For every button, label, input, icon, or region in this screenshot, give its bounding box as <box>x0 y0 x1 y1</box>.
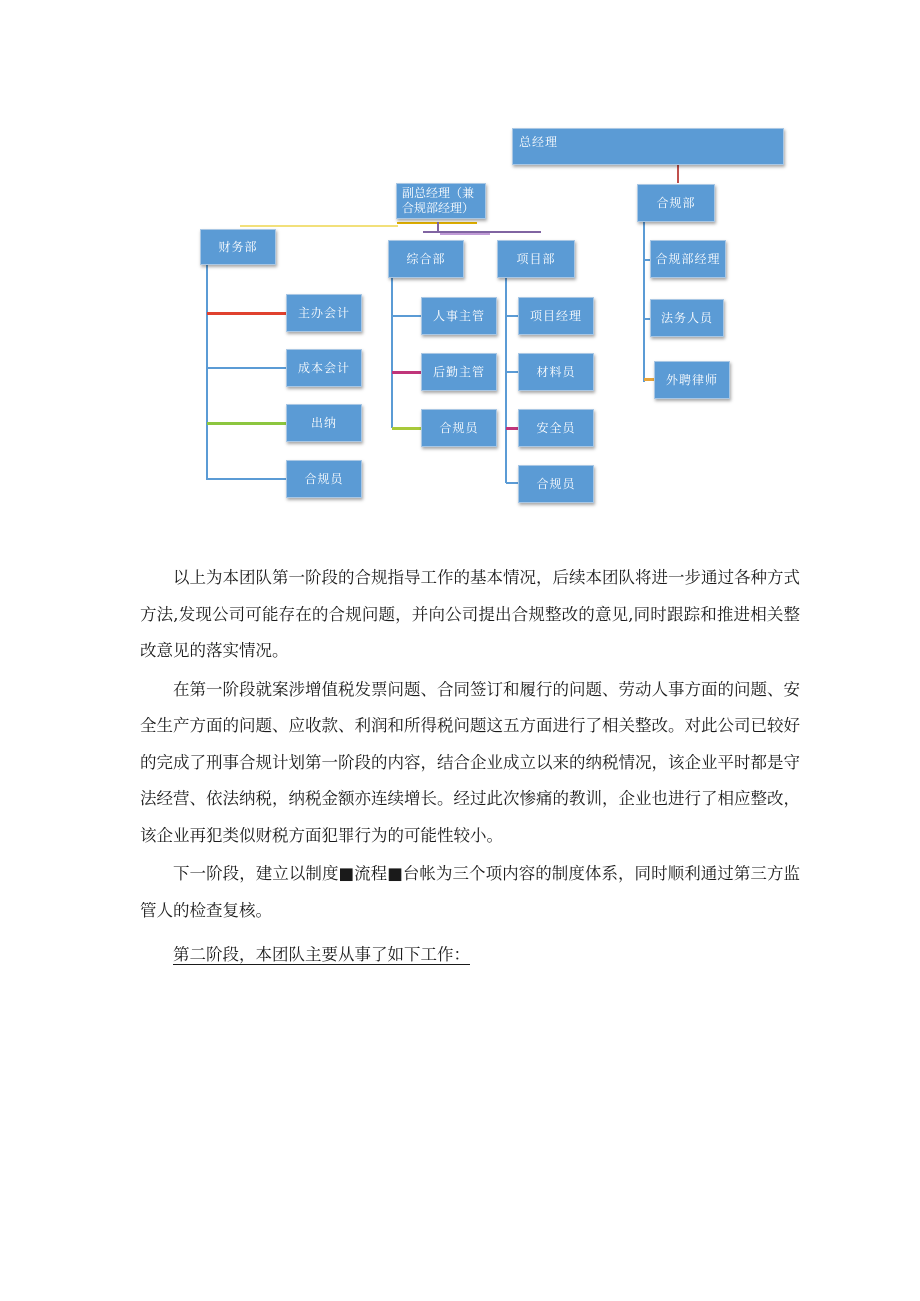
connector-purple-tail <box>440 233 490 235</box>
node-project-item-3: 安全员 <box>518 409 594 447</box>
node-general-dept: 综合部 <box>388 240 464 278</box>
node-compliance-item-1: 合规部经理 <box>650 240 726 278</box>
project-branch-1 <box>506 315 518 317</box>
node-project-item-2: 材料员 <box>518 353 594 391</box>
finance-branch-1 <box>207 312 286 315</box>
node-general-item-3: 合规员 <box>421 409 497 447</box>
node-project-item-1: 项目经理 <box>518 297 594 335</box>
body-text <box>140 560 800 974</box>
node-compliance-item-2: 法务人员 <box>650 299 724 337</box>
finance-branch-2 <box>207 367 286 369</box>
compliance-spine <box>643 222 645 382</box>
node-general-item-1: 人事主管 <box>421 297 497 335</box>
project-branch-3 <box>506 427 518 430</box>
node-finance-item-1: 主办会计 <box>286 294 362 332</box>
node-finance-item-3: 出纳 <box>286 404 362 442</box>
node-project-dept: 项目部 <box>497 240 575 278</box>
finance-spine <box>206 265 208 480</box>
node-compliance-dept: 合规部 <box>637 184 715 222</box>
general-spine <box>391 278 393 428</box>
project-branch-4 <box>506 482 518 484</box>
finance-branch-4 <box>207 478 286 480</box>
node-finance-item-2: 成本会计 <box>286 349 362 387</box>
node-vice-general-manager: 副总经理（兼合规部经理） <box>396 183 486 219</box>
general-branch-2 <box>392 371 421 374</box>
node-finance-item-4: 合规员 <box>286 460 362 498</box>
node-finance-dept: 财务部 <box>200 229 276 265</box>
node-project-item-4: 合规员 <box>518 465 594 503</box>
section-heading <box>140 937 800 974</box>
section-heading-text: 第二阶段，本团队主要从事了如下工作： <box>173 945 470 964</box>
project-spine <box>505 278 507 483</box>
node-general-manager: 总经理 <box>512 128 784 165</box>
node-general-item-2: 后勤主管 <box>421 353 497 391</box>
connector-finance-top <box>240 225 398 227</box>
general-branch-3 <box>392 427 421 430</box>
paragraph-1: 以上为本团队第一阶段的合规指导工作的基本情况，后续本团队将进一步通过各种方式方法,发现公司可能存在的合规问题，并向公司提出合规整改的意见,同时跟踪和推进相关整改意见的落实情况。 <box>140 568 800 660</box>
org-chart <box>0 0 920 520</box>
paragraph-3: 下一阶段，建立以制度■流程■台帐为三个项内容的制度体系，同时顺利通过第三方监管人的检查复核。 <box>140 864 800 920</box>
connector-top-stub <box>677 165 679 183</box>
project-branch-2 <box>506 371 518 373</box>
compliance-branch-3 <box>644 378 654 381</box>
paragraph-2: 在第一阶段就案涉增值税发票问题、合同签订和履行的问题、劳动人事方面的问题、安全生产方面的问题、应收款、利润和所得税问题这五方面进行了相关整改。对此公司已较好的完成了刑事合规计划第一阶段的内容，结合企业成立以来的纳税情况，该企业平时都是守法经营、依法纳税，纳税金额亦连续增长。经过此次惨痛的教训，企业也进行了相应整改，该企业再犯类似财税方面犯罪行为的可能性较小。 <box>140 679 800 845</box>
general-branch-1 <box>392 315 421 317</box>
finance-branch-3 <box>207 422 286 425</box>
node-compliance-item-3: 外聘律师 <box>654 361 730 399</box>
